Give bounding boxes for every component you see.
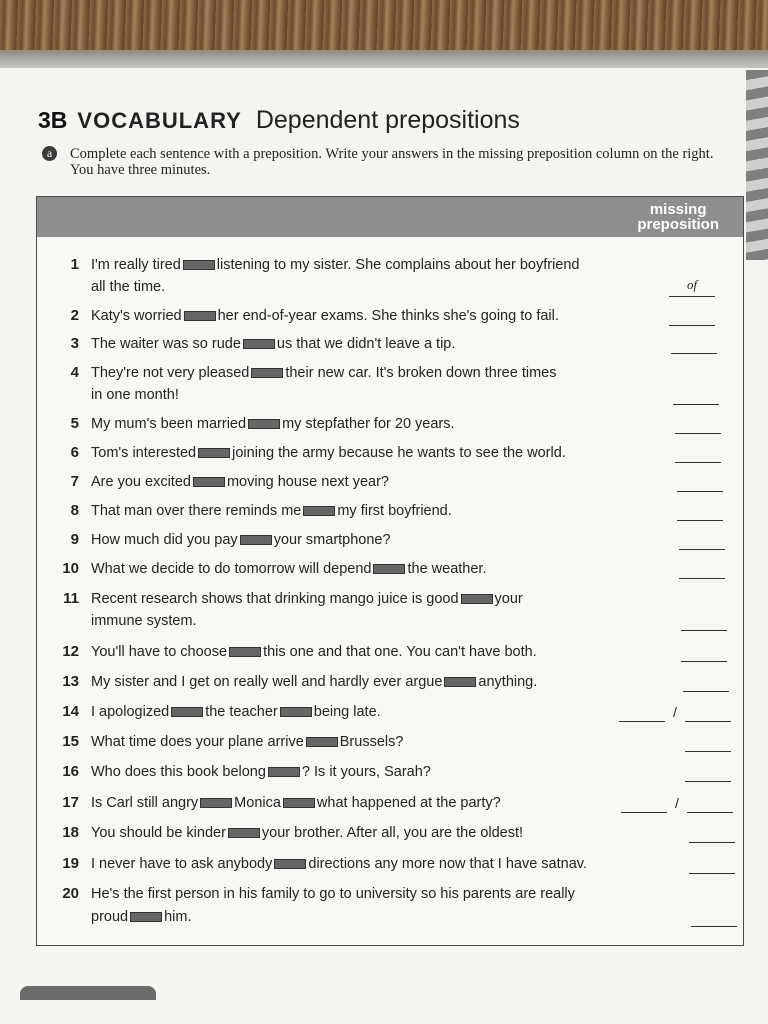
- exercise-box: [36, 196, 744, 946]
- blank-gap: [228, 828, 260, 838]
- blank-gap: [130, 912, 162, 922]
- question-number: 3: [70, 335, 79, 352]
- question-text: That man over there reminds me my first boyfriend.: [91, 503, 452, 519]
- question-text: My mum's been married my stepfather for 20 years.: [91, 416, 455, 432]
- blank-gap: [198, 448, 230, 458]
- answer-field[interactable]: [681, 610, 727, 631]
- question-text: Recent research shows that drinking mango juice is good your: [91, 591, 523, 607]
- blank-gap: [306, 737, 338, 747]
- question-number: 19: [62, 855, 79, 872]
- blank-gap: [303, 506, 335, 516]
- answer-field[interactable]: [669, 305, 715, 326]
- question-number: 12: [62, 643, 79, 660]
- question-number: 6: [70, 444, 79, 461]
- question-number: 9: [70, 531, 79, 548]
- answer-field[interactable]: [685, 731, 731, 752]
- question-number: 5: [70, 415, 79, 432]
- question-text: Are you excited moving house next year?: [91, 474, 389, 490]
- page-title: [38, 106, 520, 140]
- question-text-continued: all the time.: [91, 279, 166, 295]
- answer-field[interactable]: of: [669, 276, 715, 297]
- question-number: 16: [62, 763, 79, 780]
- question-number: 15: [62, 733, 79, 750]
- question-text: What time does your plane arrive Brussels?: [91, 734, 404, 750]
- question-number: 18: [62, 824, 79, 841]
- question-text: He's the first person in his family to go to university so his parents are really: [91, 886, 575, 902]
- question-text: The waiter was so rude us that we didn't leave a tip.: [91, 336, 456, 352]
- question-text: What we decide to do tomorrow will depend the weather.: [91, 561, 487, 577]
- blank-gap: [171, 707, 203, 717]
- answer-field[interactable]: [675, 413, 721, 434]
- answer-field[interactable]: [675, 442, 721, 463]
- answer-separator: /: [673, 704, 677, 720]
- answer-field[interactable]: [679, 529, 725, 550]
- question-text-continued: proud him.: [91, 909, 192, 925]
- answer-field[interactable]: [621, 792, 667, 813]
- question-text: Katy's worried her end-of-year exams. She thinks she's going to fail.: [91, 308, 559, 324]
- answer-field[interactable]: [689, 822, 735, 843]
- blank-gap: [274, 859, 306, 869]
- answer-field[interactable]: [681, 641, 727, 662]
- question-number: 2: [70, 307, 79, 324]
- missing-preposition-column-label: missing preposition: [637, 201, 719, 233]
- blank-gap: [229, 647, 261, 657]
- section-label: VOCABULARY: [77, 108, 242, 133]
- answer-field[interactable]: [619, 701, 665, 722]
- blank-gap: [444, 677, 476, 687]
- question-text-continued: immune system.: [91, 613, 197, 629]
- question-number: 4: [70, 364, 79, 381]
- question-text: They're not very pleased their new car. It's broken down three times: [91, 365, 557, 381]
- column-header-bar: [37, 197, 743, 237]
- answer-field[interactable]: [683, 671, 729, 692]
- page-subtitle: Dependent prepositions: [255, 106, 520, 134]
- question-number: 14: [62, 703, 79, 720]
- blank-gap: [283, 798, 315, 808]
- question-text: How much did you pay your smartphone?: [91, 532, 391, 548]
- question-number: 17: [62, 794, 79, 811]
- question-number: 1: [70, 256, 79, 273]
- exercise-instructions: Complete each sentence with a preposition. Write your answers in the missing preposition column on the right. You have three minutes.: [70, 146, 714, 178]
- exercise-badge: a: [42, 146, 57, 161]
- question-text: You should be kinder your brother. After all, you are the oldest!: [91, 825, 524, 841]
- question-number: 8: [70, 502, 79, 519]
- blank-gap: [373, 564, 405, 574]
- blank-gap: [268, 767, 300, 777]
- answer-field[interactable]: [679, 558, 725, 579]
- answer-field-2[interactable]: [687, 792, 733, 813]
- question-text: My sister and I get on really well and hardly ever argue anything.: [91, 674, 538, 690]
- answer-separator: /: [675, 795, 679, 811]
- blank-gap: [183, 260, 215, 270]
- question-number: 10: [62, 560, 79, 577]
- answer-field[interactable]: [673, 384, 719, 405]
- question-text: Is Carl still angry Monica what happened at the party?: [91, 795, 501, 811]
- unit-label: 3B: [38, 107, 68, 133]
- answer-field[interactable]: [689, 853, 735, 874]
- question-text: I'm really tired listening to my sister. She complains about her boyfriend: [91, 257, 580, 273]
- answer-field[interactable]: [677, 471, 723, 492]
- blank-gap: [184, 311, 216, 321]
- question-text: I apologized the teacher being late.: [91, 704, 381, 720]
- question-text: I never have to ask anybody directions any more now that I have satnav.: [91, 856, 587, 872]
- blank-gap: [251, 368, 283, 378]
- question-text: Tom's interested joining the army because he wants to see the world.: [91, 445, 566, 461]
- page-tab-strip: [746, 70, 768, 260]
- question-number: 11: [63, 590, 79, 607]
- answer-field[interactable]: [691, 906, 737, 927]
- blank-gap: [243, 339, 275, 349]
- question-number: 13: [62, 673, 79, 690]
- blank-gap: [240, 535, 272, 545]
- blank-gap: [200, 798, 232, 808]
- question-text-continued: in one month!: [91, 387, 179, 403]
- question-number: 20: [62, 885, 79, 902]
- question-text: You'll have to choose this one and that one. You can't have both.: [91, 644, 537, 660]
- blank-gap: [461, 594, 493, 604]
- question-number: 7: [70, 473, 79, 490]
- question-text: Who does this book belong ? Is it yours, Sarah?: [91, 764, 431, 780]
- blank-gap: [280, 707, 312, 717]
- blank-gap: [193, 477, 225, 487]
- answer-field[interactable]: [685, 761, 731, 782]
- answer-field-2[interactable]: [685, 701, 731, 722]
- answer-field[interactable]: [677, 500, 723, 521]
- answer-field[interactable]: [671, 333, 717, 354]
- blank-gap: [248, 419, 280, 429]
- next-section-tab: [20, 986, 156, 1000]
